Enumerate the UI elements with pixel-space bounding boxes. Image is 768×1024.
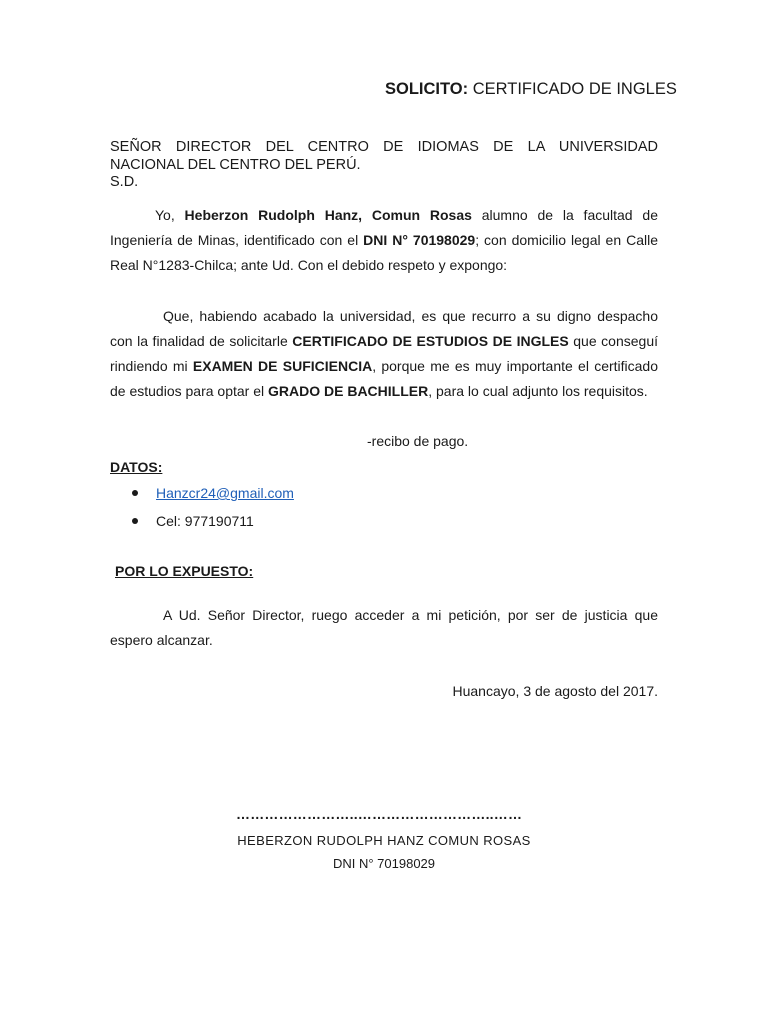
signature-line: ……………………..………………………..…… bbox=[236, 806, 523, 822]
addressee-line-3: S.D. bbox=[110, 174, 139, 190]
request-text-3: , porque me es muy importante el certificado de estudios para optar el bbox=[110, 358, 658, 399]
request-text-4: , para lo cual adjunto los requisitos. bbox=[428, 383, 648, 399]
closing-text: A Ud. Señor Director, ruego acceder a mi petición, por ser de justicia que espero alcanzar. bbox=[110, 607, 658, 648]
addressee-line-1: SEÑOR DIRECTOR DEL CENTRO DE IDIOMAS DE LA UNIVERSIDAD bbox=[110, 139, 658, 155]
list-item bbox=[130, 510, 294, 538]
intro-paragraph bbox=[110, 203, 658, 278]
addressee-line-2: NACIONAL DEL CENTRO DEL PERÚ. bbox=[110, 156, 361, 173]
signatory-dni: DNI N° 70198029 bbox=[332, 856, 436, 871]
title-text: CERTIFICADO DE INGLES bbox=[472, 80, 677, 98]
request-text-1: Que, habiendo acabado la universidad, es que recurro a su digno despacho con la finalidad de solicitarle bbox=[110, 308, 658, 349]
list-item bbox=[130, 482, 294, 510]
applicant-name: Heberzon Rudolph Hanz, Comun Rosas bbox=[184, 207, 472, 223]
request-paragraph bbox=[110, 304, 658, 404]
intro-text-2: alumno de la facultad de Ingeniería de Minas, identificado con el bbox=[110, 207, 658, 248]
request-certificate: CERTIFICADO DE ESTUDIOS DE INGLES bbox=[292, 333, 569, 349]
phone-number: Cel: 977190711 bbox=[156, 513, 254, 529]
requirement-item: -recibo de pago. bbox=[367, 433, 469, 449]
page-title bbox=[385, 80, 677, 99]
email-link[interactable]: Hanzcr24@gmail.com bbox=[156, 485, 294, 501]
datos-heading: DATOS: bbox=[110, 459, 163, 475]
request-degree: GRADO DE BACHILLER bbox=[268, 383, 429, 399]
closing-paragraph bbox=[110, 603, 658, 653]
expuesto-heading: POR LO EXPUESTO: bbox=[115, 563, 254, 579]
request-text-2: que conseguí rindiendo mi bbox=[110, 333, 658, 374]
intro-text-1: Yo, bbox=[155, 207, 185, 223]
contact-list bbox=[130, 482, 294, 538]
intro-text-3: ; con domicilio legal en Calle Real N°1283-Chilca; ante Ud. Con el debido respeto y expongo: bbox=[110, 232, 658, 273]
signatory-name: HEBERZON RUDOLPH HANZ COMUN ROSAS bbox=[237, 833, 531, 848]
bullet-icon bbox=[132, 490, 138, 496]
title-label: SOLICITO: bbox=[385, 80, 469, 98]
bullet-icon bbox=[132, 518, 138, 524]
addressee-block bbox=[110, 139, 658, 192]
applicant-dni: DNI N° 70198029 bbox=[363, 232, 476, 248]
document-date: Huancayo, 3 de agosto del 2017. bbox=[452, 683, 658, 699]
request-exam: EXAMEN DE SUFICIENCIA bbox=[192, 358, 373, 374]
